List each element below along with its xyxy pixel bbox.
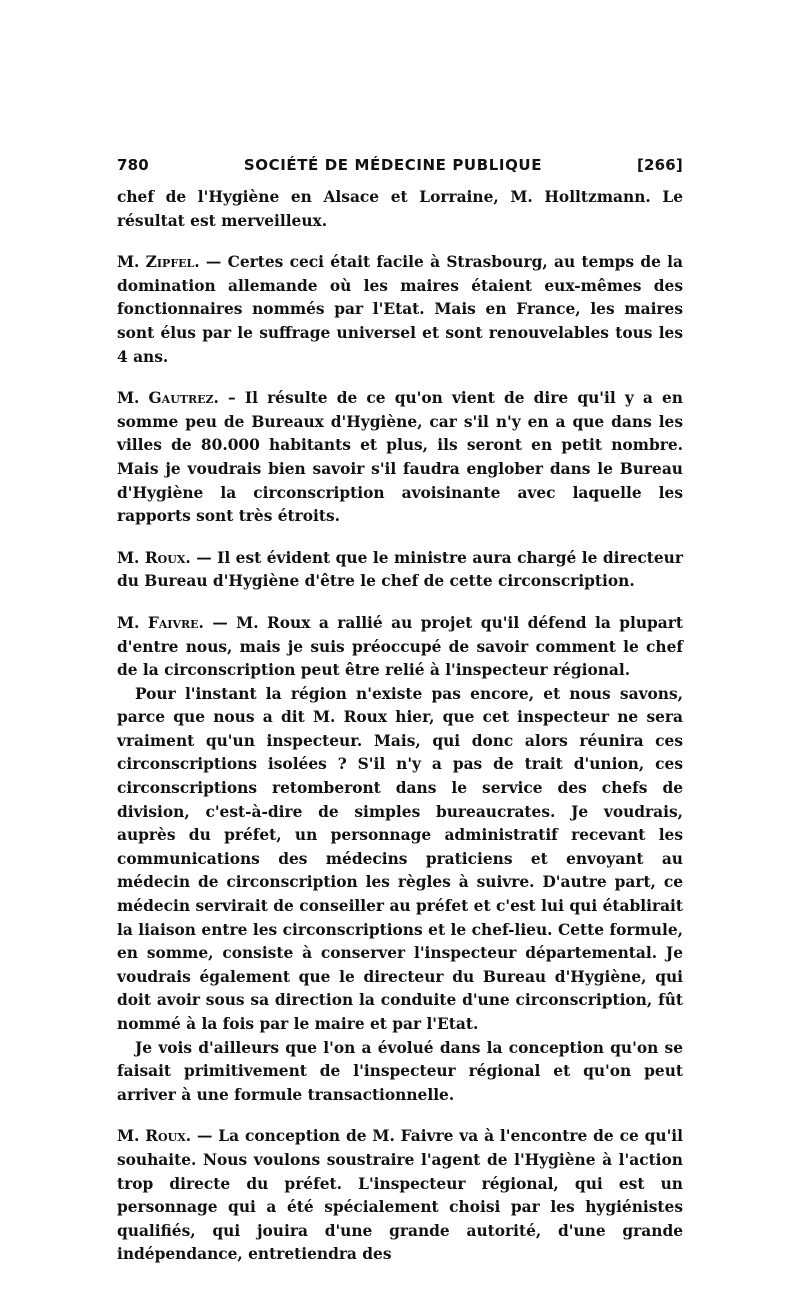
paragraph-continued — [117, 186, 683, 233]
paragraph-text: — M. Roux a rallié au projet qu'il défend la plupart d'entre nous, mais je suis préoccupé de savoir comment le chef de la circonscription peut être relié à l'inspecteur régional. — [117, 613, 683, 680]
speaker-name: M. Faivre. — [117, 613, 204, 632]
running-header — [117, 156, 683, 178]
paragraph-text: Pour l'instant la région n'existe pas encore, et nous savons, parce que nous a dit M. Roux hier, que cet inspecteur ne sera vraiment qu'un inspecteur. Mais, qui donc alors réunira ces circonscriptions isolées ? S'il n'y a pas de trait d'union, ces circonscriptions retomberont dans le service des chefs de division, c'est-à-dire de simples bureaucrates. Je voudrais, auprès du préfet, un personnage administratif recevant les communications des médecins praticiens et envoyant au médecin de circonscription les règles à suivre. D'autre part, ce médecin servirait de conseiller au préfet et c'est lui qui établirait la liaison entre les circonscriptions et le chef-lieu. Cette formule, en somme, consiste à conserver l'inspecteur départemental. Je voudrais également que le directeur du Bureau d'Hygiène, qui doit avoir sous sa direction la conduite d'une circonscription, fût nommé à la fois par le maire et par l'Etat. — [117, 684, 683, 1033]
paragraph-faivre-conclusion — [117, 1037, 683, 1108]
paragraph-text: — Certes ceci était facile à Strasbourg, au temps de la domination allemande où les maires étaient eux-mêmes des fonctionnaires nommés par l'Etat. Mais en France, les maires sont élus par le suffrage universel et sont renouvelables tous les 4 ans. — [117, 253, 683, 366]
paragraph-roux-2 — [117, 1125, 683, 1267]
speaker-name: M. Roux. — [117, 1127, 192, 1146]
paragraph-text: chef de l'Hygiène en Alsace et Lorraine, M. Holltzmann. Le résultat est merveilleux. — [117, 188, 683, 230]
journal-title: SOCIÉTÉ DE MÉDECINE PUBLIQUE — [243, 156, 543, 174]
paragraph-gautrez — [117, 387, 683, 529]
paragraph-text: – Il résulte de ce qu'on vient de dire qu'il y a en somme peu de Bureaux d'Hygiène, car s'il n'y en a que dans les villes de 80.000 habitants et plus, ils seront en petit nombre. Mais je voudrais bien savoir s'il faudra englober dans le Bureau d'Hygiène la circonscription avoisinante avec laquelle les rapports sont très étroits. — [117, 389, 683, 526]
speaker-name: M. Gautrez. — [117, 389, 219, 408]
paragraph-zipfel — [117, 251, 683, 369]
paragraph-text: — La conception de M. Faivre va à l'encontre de ce qu'il souhaite. Nous voulons soustraire l'agent de l'Hygiène à l'action trop directe du préfet. L'inspecteur régional, qui est un personnage qui a été spécialement choisi par les hygiénistes qualifiés, qui jouira d'une grande autorité, d'une grande indépendance, entretiendra des — [117, 1127, 683, 1264]
paragraph-faivre-continued — [117, 683, 683, 1037]
document-page — [117, 156, 683, 1267]
paragraph-text: Je vois d'ailleurs que l'on a évolué dans la conception qu'on se faisait primitivement de l'inspecteur régional et qu'on peut arriver à une formule transactionnelle. — [117, 1038, 683, 1104]
speaker-name: M. Roux. — [117, 548, 191, 567]
paragraph-text: — Il est évident que le ministre aura chargé le directeur du Bureau d'Hygiène d'être le chef de cette circonscription. — [117, 548, 683, 591]
speaker-name: M. Zipfel. — [117, 253, 200, 272]
paragraph-faivre — [117, 612, 683, 683]
paragraph-roux-1 — [117, 547, 683, 594]
page-number: 780 — [117, 156, 149, 174]
bracket-page-number: [266] — [636, 156, 683, 174]
